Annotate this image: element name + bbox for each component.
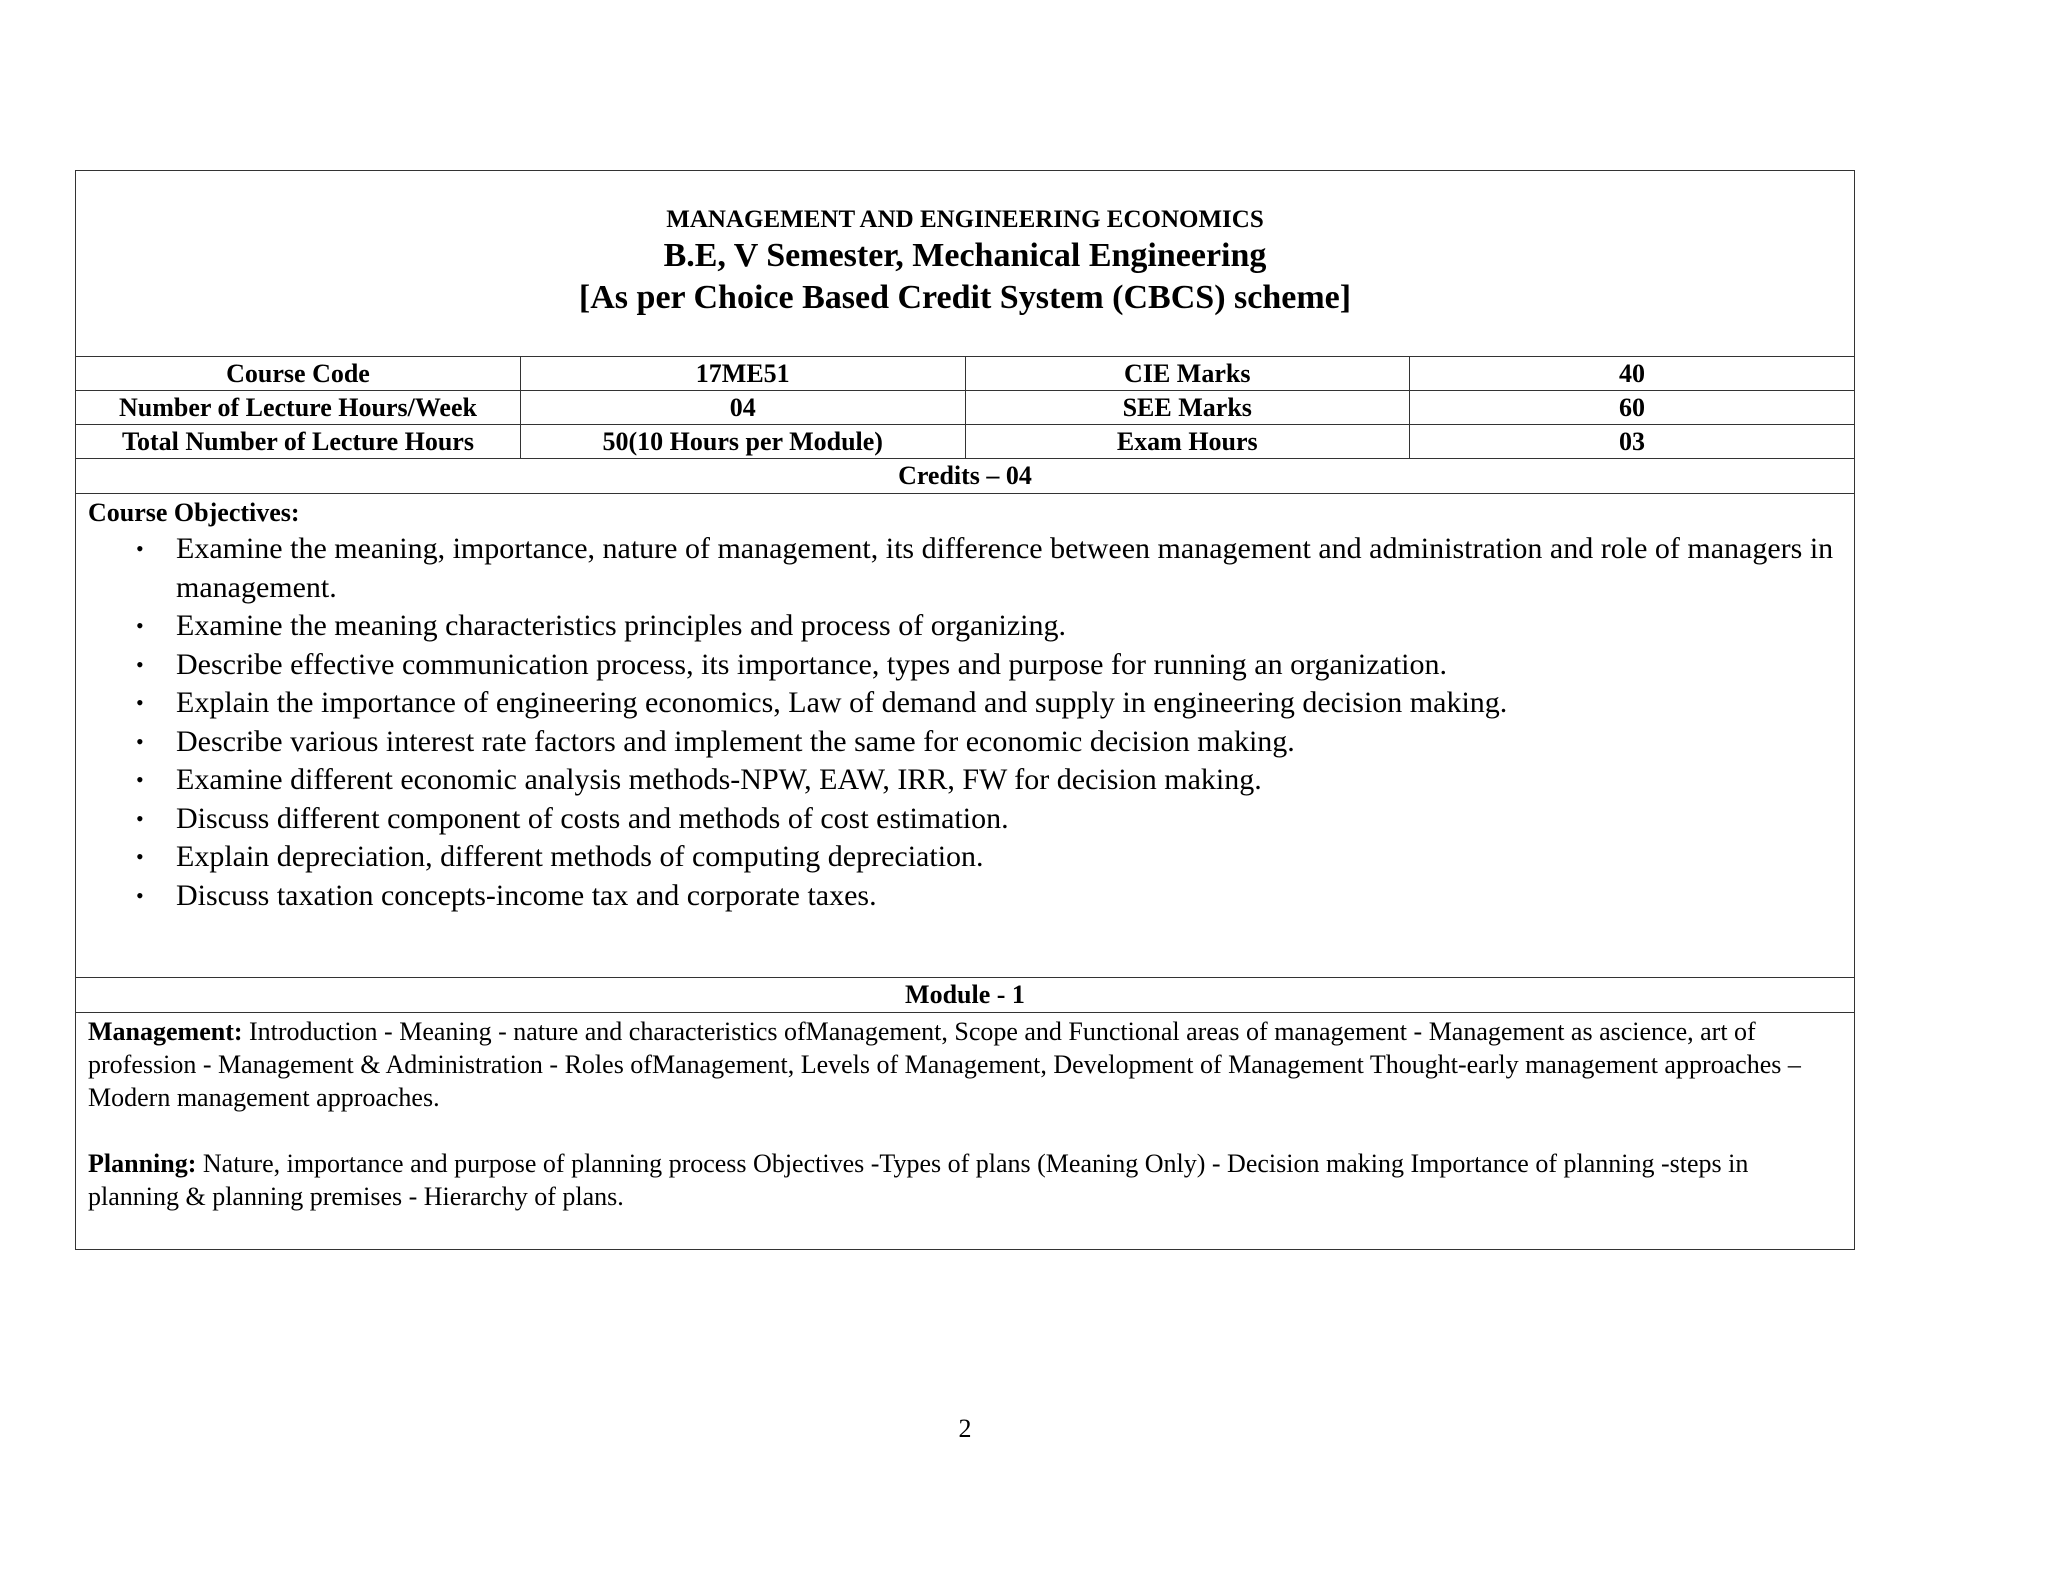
list-item xyxy=(88,838,1842,877)
table-cell: 60 xyxy=(1410,391,1855,425)
bullet-icon: • xyxy=(136,805,144,831)
objective-text: Explain the importance of engineering economics, Law of demand and supply in engineering decision making. xyxy=(176,686,1508,719)
table-cell: 40 xyxy=(1410,357,1855,391)
table-row xyxy=(76,391,1854,425)
course-subtitle: B.E, V Semester, Mechanical Engineering xyxy=(663,237,1267,274)
bullet-icon: • xyxy=(136,651,144,677)
bullet-icon: • xyxy=(136,767,144,792)
course-objectives xyxy=(76,494,1854,978)
objective-text: Examine the meaning characteristics principles and process of organizing. xyxy=(176,609,1066,642)
table-cell: SEE Marks xyxy=(965,391,1410,425)
objective-text: Describe effective communication process, its importance, types and purpose for running an organization. xyxy=(176,647,1448,681)
table-cell: Number of Lecture Hours/Week xyxy=(76,391,521,425)
table-cell: 04 xyxy=(521,391,966,425)
bullet-icon: • xyxy=(136,690,144,715)
bullet-icon: • xyxy=(136,613,144,638)
bullet-icon: • xyxy=(136,844,144,869)
course-scheme: [As per Choice Based Credit System (CBCS) scheme] xyxy=(578,279,1352,316)
module-content xyxy=(76,1013,1854,1249)
list-item xyxy=(88,684,1842,723)
planning-paragraph xyxy=(88,1147,1842,1213)
management-label: Management: xyxy=(88,1017,243,1046)
list-item xyxy=(88,877,1842,916)
objective-text: Discuss different component of costs and methods of cost estimation. xyxy=(176,801,1009,835)
module-heading: Module - 1 xyxy=(76,978,1854,1013)
planning-text: Nature, importance and purpose of planning process Objectives -Types of plans (Meaning Only) - Decision making Importance of planning -steps in planning & planning premises - Hierarchy of plans. xyxy=(88,1149,1749,1211)
objective-text: Examine the meaning, importance, nature of management, its difference between management and administration and role of managers in management. xyxy=(176,532,1834,604)
objective-text: Discuss taxation concepts-income tax and corporate taxes. xyxy=(176,878,877,912)
table-cell: 03 xyxy=(1410,425,1855,459)
course-info-table xyxy=(76,357,1854,459)
table-cell: Total Number of Lecture Hours xyxy=(76,425,521,459)
table-cell: CIE Marks xyxy=(965,357,1410,391)
list-item xyxy=(88,530,1842,607)
table-cell: 17ME51 xyxy=(521,357,966,391)
bullet-icon: • xyxy=(136,536,144,561)
management-paragraph xyxy=(88,1015,1842,1114)
objectives-list xyxy=(88,530,1842,915)
table-cell: Course Code xyxy=(76,357,521,391)
list-item xyxy=(88,607,1842,646)
table-cell: Exam Hours xyxy=(965,425,1410,459)
course-header xyxy=(76,171,1854,357)
list-item xyxy=(88,723,1842,762)
list-item xyxy=(88,646,1842,685)
list-item xyxy=(88,800,1842,839)
syllabus-box xyxy=(75,170,1855,1250)
table-row xyxy=(76,425,1854,459)
table-row xyxy=(76,357,1854,391)
objectives-heading: Course Objectives: xyxy=(88,498,300,527)
bullet-icon: • xyxy=(136,882,144,908)
objective-text: Examine different economic analysis methods-NPW, EAW, IRR, FW for decision making. xyxy=(176,763,1262,796)
bullet-icon: • xyxy=(136,728,144,754)
page-number: 2 xyxy=(958,1414,972,1443)
course-title: MANAGEMENT AND ENGINEERING ECONOMICS xyxy=(666,206,1264,233)
planning-label: Planning: xyxy=(88,1149,197,1178)
table-cell: 50(10 Hours per Module) xyxy=(521,425,966,459)
management-text: Introduction - Meaning - nature and characteristics ofManagement, Scope and Functional areas of management - Management as ascience, art of profession - Management & Administration - Roles ofManagement, Levels of Management, Development of Management Thought-early management approaches – Modern management approaches. xyxy=(88,1017,1801,1112)
credits-row: Credits – 04 xyxy=(76,459,1854,494)
objective-text: Explain depreciation, different methods of computing depreciation. xyxy=(176,840,984,873)
objective-text: Describe various interest rate factors and implement the same for economic decision making. xyxy=(176,724,1295,758)
list-item xyxy=(88,761,1842,800)
